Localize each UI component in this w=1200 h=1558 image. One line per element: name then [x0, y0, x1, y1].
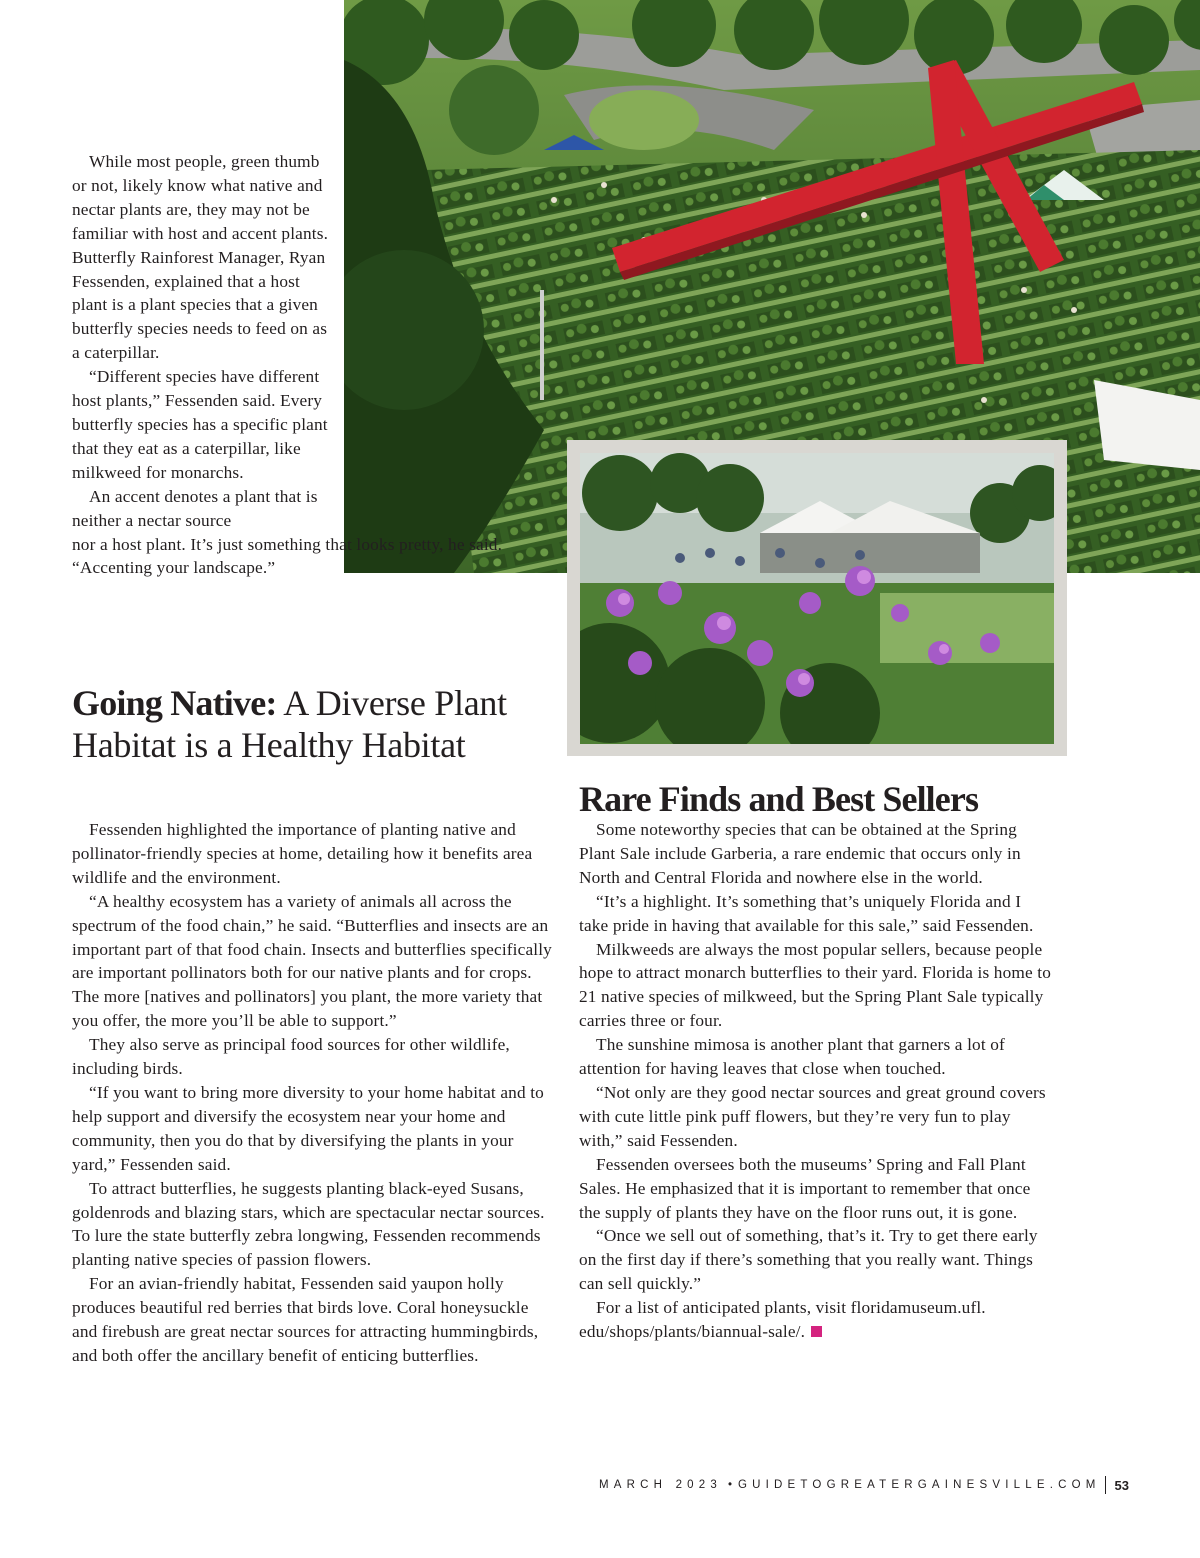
body-paragraph: Milkweeds are always the most popular sellers, because people hope to attract monarch butterflies to their yard. Florida is home to 21 native species of milkweed, but the Spring Plant Sale typically carries three or four. — [579, 939, 1052, 1031]
intro-paragraph: An accent denotes a plant that is neither a nectar source — [72, 486, 318, 530]
intro-text — [72, 150, 542, 580]
end-of-article-mark — [811, 1326, 822, 1337]
intro-paragraph: While most people, green thumb or not, likely know what native and nectar plants are, they may not be familiar with host and accent plants. Butterfly Rainforest Manager, Ryan Fessenden, explained that a host plant is a plant species that a given butterfly species needs to feed on as a caterpillar. — [72, 152, 329, 363]
body-paragraph: “Once we sell out of something, that’s it. Try to get there early on the first day if there’s something that you really want. Things can sell quickly.” — [579, 1226, 1038, 1294]
heading-rest-part: A Diverse Plant Habitat is a Healthy Habitat — [72, 683, 507, 765]
body-paragraph: To attract butterflies, he suggests planting black-eyed Susans, goldenrods and blazing stars, which are spectacular nectar sources. To lure the state butterfly zebra longwing, Fessenden recommends planting native species of passion flowers. — [72, 1178, 545, 1270]
section-heading-rare-finds: Rare Finds and Best Sellers — [579, 779, 979, 819]
footer-issue-date: MARCH 2023 — [599, 1479, 722, 1491]
left-column-text — [72, 818, 552, 1368]
body-paragraph: Fessenden highlighted the importance of planting native and pollinator-friendly species at home, detailing how it benefits area wildlife and the environment. — [72, 820, 533, 887]
page-footer — [599, 1475, 1129, 1495]
body-paragraph: “A healthy ecosystem has a variety of animals all across the spectrum of the food chain,” he said. “Butterflies and insects are an important part of that food chain. Insects and butterflies specifically are important pollinators both for our native plants and for crops. The more [natives and pollinators] you plant, the more variety that you offer, the more you’ll be able to support.” — [72, 891, 552, 1031]
section-heading-going-native — [72, 682, 542, 766]
bullet-separator: • — [727, 1479, 732, 1491]
body-paragraph: Some noteworthy species that can be obtained at the Spring Plant Sale include Garberia, a rare endemic that occurs only in North and Central Florida and nowhere else in the world. — [579, 820, 1021, 887]
body-paragraph: “It’s a highlight. It’s something that’s uniquely Florida and I take pride in having that available for this sale,” said Fessenden. — [579, 891, 1034, 935]
intro-paragraph-continued: nor a host plant. It’s just something that looks pretty, he said. “Accenting your landscape.” — [72, 534, 503, 578]
body-paragraph: “Not only are they good nectar sources and great ground covers with cute little pink puff flowers, but they’re very fun to play with,” said Fessenden. — [579, 1082, 1046, 1150]
intro-paragraph: “Different species have different host plants,” Fessenden said. Every butterfly species has a specific plant that they eat as a caterpillar, like milkweed for monarchs. — [72, 367, 328, 482]
right-column-text — [579, 818, 1054, 1344]
footer-divider — [1105, 1476, 1106, 1494]
body-paragraph: Fessenden oversees both the museums’ Spring and Fall Plant Sales. He emphasized that it is important to remember that once the supply of plants they have on the floor runs out, it is gone. — [579, 1154, 1031, 1222]
cleome-flowers-photo — [580, 453, 1054, 744]
body-paragraph: The sunshine mimosa is another plant that garners a lot of attention for having leaves that close when touched. — [579, 1035, 1005, 1079]
body-paragraph-last — [579, 1296, 1054, 1344]
body-paragraph: “If you want to bring more diversity to your home habitat and to help support and diversify the ecosystem near your home and community, then you do that by diversifying the plants in your yard,” Fessenden said. — [72, 1082, 544, 1174]
heading-bold-part: Going Native: — [72, 683, 277, 723]
body-paragraph: They also serve as principal food sources for other wildlife, including birds. — [72, 1035, 510, 1079]
page-number: 53 — [1114, 1477, 1129, 1493]
website-reference: For a list of anticipated plants, visit floridamuseum.ufl. edu/shops/plants/biannual-sale/. — [579, 1298, 986, 1342]
footer-website: GUIDETOGREATERGAINESVILLE.COM — [738, 1479, 1101, 1491]
body-paragraph: For an avian-friendly habitat, Fessenden said yaupon holly produces beautiful red berries that birds love. Coral honeysuckle and firebush are great nectar sources for attracting hummingbirds, and both offer the ancillary benefit of enticing butterflies. — [72, 1274, 539, 1365]
